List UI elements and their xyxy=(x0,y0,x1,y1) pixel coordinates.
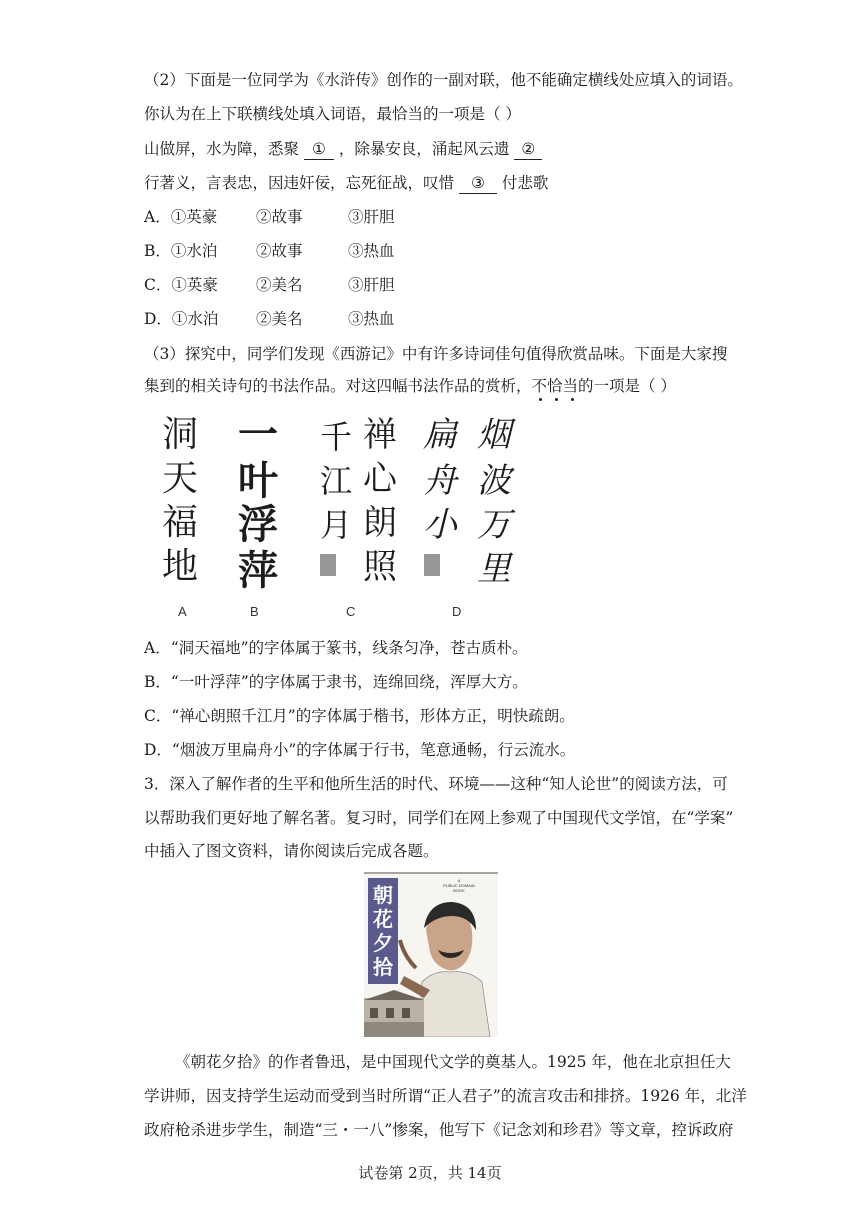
q2-couplet-line1 xyxy=(144,139,542,160)
char: 地 xyxy=(161,546,199,587)
option-part: C．①英豪 xyxy=(144,276,218,294)
emphasis-dot xyxy=(539,398,542,401)
blank-1: ① xyxy=(304,139,334,160)
option-part: ③热血 xyxy=(348,242,395,260)
char: 禅 xyxy=(363,415,397,455)
q-3-stem-line1: 3．深入了解作者的生平和他所生活的时代、环境——这种“知人论世”的阅读方法，可 xyxy=(144,775,728,793)
blank-2: ② xyxy=(514,139,542,160)
char: 里 xyxy=(477,549,511,589)
q3-option-a[interactable]: A．“洞天福地”的字体属于篆书，线条匀净，苍古质朴。 xyxy=(144,639,528,657)
q3-stem-line2 xyxy=(144,376,676,396)
q2-option-c[interactable] xyxy=(144,275,395,295)
option-part: B．①水泊 xyxy=(144,242,218,260)
char: 心 xyxy=(363,459,397,499)
option-part: ③热血 xyxy=(348,310,395,328)
calligraphy-image xyxy=(158,408,518,604)
option-part: D．①水泊 xyxy=(144,310,219,328)
char: 照 xyxy=(363,547,397,587)
char: 一 xyxy=(238,411,278,458)
option-part: ③肝胆 xyxy=(348,276,395,294)
q-3-stem-line3: 中插入了图文资料，请你阅读后完成各题。 xyxy=(144,842,439,860)
option-part: ②故事 xyxy=(256,242,303,260)
seal-mark xyxy=(424,554,440,576)
q3-option-d[interactable]: D．“烟波万里扁舟小”的字体属于行书，笔意通畅，行云流水。 xyxy=(144,741,576,759)
calligraphy-d-col1 xyxy=(423,415,461,545)
passage-line3: 政府枪杀进步学生，制造“三・一八”惨案，他写下《记念刘和珍君》等文章，控诉政府 xyxy=(144,1121,734,1139)
q2-option-b[interactable] xyxy=(144,241,395,261)
char: 烟 xyxy=(477,415,511,455)
couplet2-part-a: 行著义，言表忠，因违奸佞，忘死征战，叹惜 xyxy=(144,174,455,192)
q3-option-b[interactable]: B．“一叶浮萍”的字体属于隶书，连绵回绕，浑厚大方。 xyxy=(144,673,528,691)
char: 扁 xyxy=(423,415,457,455)
option-part: ②美名 xyxy=(256,276,303,294)
q3-stem-part-a: 集到的相关诗句的书法作品。对这四幅书法作品的赏析， xyxy=(144,377,532,395)
cover-window xyxy=(402,1008,410,1018)
portrait-robe xyxy=(418,972,490,1037)
option-part: A．①英豪 xyxy=(144,208,218,226)
char: 叶 xyxy=(238,457,278,504)
char: 朗 xyxy=(363,503,397,543)
option-part: ②美名 xyxy=(256,310,303,328)
calligraphy-label-d: D xyxy=(452,604,462,619)
char: 洞 xyxy=(161,414,199,455)
char: 天 xyxy=(161,458,199,499)
cover-window xyxy=(386,1008,394,1018)
char: 浮 xyxy=(238,501,278,548)
passage-text: 《朝花夕拾》的作者鲁迅，是中国现代文学的奠基人。1925 年，他在北京担任大 xyxy=(175,1053,731,1071)
blank-3: ③ xyxy=(459,173,497,194)
calligraphy-label-c: C xyxy=(346,604,356,619)
couplet2-part-c: 付悲歌 xyxy=(501,174,549,192)
cover-street xyxy=(364,1022,424,1037)
calligraphy-c-col1 xyxy=(320,418,352,544)
q2-option-d[interactable] xyxy=(144,309,395,329)
char: 福 xyxy=(161,502,199,543)
q3-stem-part-b: 的一项是（ ） xyxy=(578,377,676,395)
q3-option-c[interactable]: C．“禅心朗照千江月”的字体属于楷书，形体方正，明快疏朗。 xyxy=(144,707,575,725)
char: 千 xyxy=(319,418,353,456)
option-part: ③肝胆 xyxy=(348,208,395,226)
q2-stem-line2: 你认为在上下联横线处填入词语，最恰当的一项是（ ） xyxy=(144,105,521,123)
emphasis-dot xyxy=(555,398,558,401)
emphasis-word: 不恰当 xyxy=(531,377,579,395)
char: 舟 xyxy=(423,461,457,501)
calligraphy-c-col2 xyxy=(363,415,399,587)
cover-title-char: 朝 xyxy=(373,883,393,907)
cover-title-char: 夕 xyxy=(373,931,393,955)
cover-window xyxy=(370,1008,378,1018)
seal-mark xyxy=(320,554,336,576)
book-cover-image xyxy=(364,872,498,1037)
emphasis-text xyxy=(532,377,579,395)
char: 萍 xyxy=(238,547,278,594)
emphasis-dot xyxy=(571,398,574,401)
couplet1-part-a: 山做屏，水为障，悉聚 xyxy=(144,140,300,158)
char: 月 xyxy=(319,506,353,544)
cover-title-char: 拾 xyxy=(373,955,393,979)
page-footer: 试卷第 2页，共 14页 xyxy=(358,1164,502,1182)
q-3-stem-line2: 以帮助我们更好地了解名著。复习时，同学们在网上参观了中国现代文学馆，在“学案” xyxy=(144,809,734,827)
passage-line2: 学讲师，因支持学生运动而受到当时所谓“正人君子”的流言攻击和排挤。1926 年，北洋 xyxy=(144,1087,747,1105)
char: 江 xyxy=(319,462,353,500)
q3-stem-line1: （3）探究中，同学们发现《西游记》中有许多诗词佳句值得欣赏品味。下面是大家搜 xyxy=(144,345,728,363)
passage-line1 xyxy=(144,1052,731,1072)
cover-small-text: PUBLIC DOMAIN xyxy=(443,883,475,888)
cover-small-text: BOOK xyxy=(453,888,465,893)
calligraphy-d-col2 xyxy=(477,415,516,589)
option-part: ②故事 xyxy=(256,208,303,226)
q2-option-a[interactable] xyxy=(144,207,395,227)
calligraphy-a xyxy=(162,414,198,587)
calligraphy-label-a: A xyxy=(178,604,187,619)
cover-small-text: A xyxy=(457,878,461,883)
char: 小 xyxy=(423,505,457,545)
char: 万 xyxy=(477,505,511,545)
q2-stem-line1: （2）下面是一位同学为《水浒传》创作的一副对联，他不能确定横线处应填入的词语。 xyxy=(144,71,743,89)
q2-couplet-line2 xyxy=(144,173,548,194)
calligraphy-b xyxy=(238,411,278,594)
calligraphy-label-b: B xyxy=(250,604,259,619)
cover-title-char: 花 xyxy=(373,907,393,931)
couplet1-part-c: ，除暴安良，涌起风云遗 xyxy=(338,140,510,158)
char: 波 xyxy=(477,461,511,501)
